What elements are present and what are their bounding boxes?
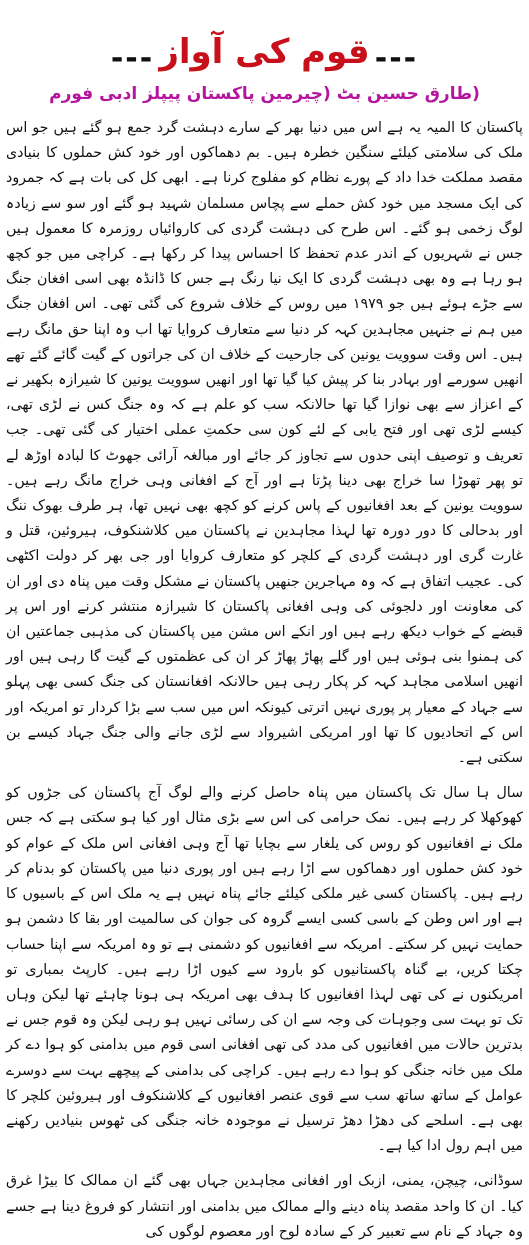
article-paragraph-1: پاکستان کا المیہ یہ ہے اس میں دنیا بھر کے سارے دہشت گرد جمع ہو گئے ہیں جو اس ملک کی سلامتی کیلئے سنگین خطرہ ہیں۔ بم دھماکوں اور خود کش حملوں کا بنیادی مقصد مملکت خدا داد کے پورے نظام کو مفلوج کرنا ہے۔ ابھی کل کی بات ہے کہ جمرود کی ایک مسجد میں خود کش حملے سے پچاس مسلمان شہید ہو گئے اور سو سے زیادہ لوگ زخمی ہو گئے۔ اس طرح کی دہشت گردی کی کاروائیاں روزمرہ کا معمول ہیں جس نے شہریوں کے اندر عدم تحفظ کا احساس پیدا کر رکھا ہے۔ کراچی میں جو کچھ ہو رہا ہے وہ بھی دہشت گردی کا ایک نیا رنگ ہے جس کا ڈانڈہ بھی اسی افغان جنگ سے جڑے ہوئے ہیں جو ۱۹۷۹ میں روس کے خلاف شروع کی گئی تھی۔ اس افغان جنگ میں ہم نے جنہیں مجاہدین کہہ کر دنیا سے متعارف کروایا تھا اب وہ اپنا حق مانگ رہے ہیں۔ اس وقت سوویت یونین کی جارحیت کے خلاف ان کی جراتوں کے گیت گائے گئے تھے انھیں سورمے اور بہادر بنا کر پیش کیا گیا تھا اور انھیں سوویت یونین کا شیرازہ بکھیر نے کے اعزاز سے بھی نوازا گیا تھا حالانکہ سب کو علم ہے کہ وہ جنگ کس نے لڑی تھی، کیسے لڑی تھی اور فتح یابی کے لئے کون سی حکمتِ عملی اختیار کی گئی تھی۔ جب تعریف و توصیف اپنی حدوں سے تجاوز کر جائے اور مبالغہ آرائی جھوٹ کا لبادہ اوڑھ لے تو پھر تھوڑا سا خراج بھی دینا پڑتا ہے اور آج کے افغانی وہی خراج مانگ رہے ہیں۔ سوویت یونین کے بعد افغانیوں کے پاس کرنے کو کچھ بھی نہیں تھا، ہر طرف بھوک ننگ اور بدحالی کا دور دورہ تھا لہذا مجاہدین نے پاکستان میں کلاشنکوف، ہیروئین، قتل و غارت گری اور دہشت گردی کے کلچر کو متعارف کروایا اور جی بھر کر دولت اکٹھی کی۔ عجیب اتفاق ہے کہ وہ مہاجرین جنھیں پاکستان نے مشکل وقت میں پناہ دی اور ان کی معاونت اور دلجوئی کی وہی افغانی پاکستان کا شیرازہ منتشر کرنے اور اس پر قبضے کے خواب دیکھ رہے ہیں اور انکے اس مشن میں پاکستان کی مذہبی جماعتیں ان کی ہمنوا بنی ہوئی ہیں اور گلے پھاڑ پھاڑ کر ان کی عظمتوں کے گیت گا رہی ہیں اور انھیں اسلامی مجاہد کہہ کر پکار رہی ہیں حالانکہ افغانستان کی جنگ کسی بھی پہلو سے جہاد کے معیار پر پوری نہیں اترتی کیونکہ اس میں سب سے بڑا کردار تو امریکہ اور اس کے اتحادیوں کا تھا اور امریکی اشیرواد سے لڑی جانے والی جنگ جہاد کیسے بن سکتی ہے۔ (6, 120, 523, 767)
author-byline: (طارق حسین بٹ (چیرمین پاکستان پیپلز ادبی فورم (49, 84, 480, 104)
page-title: قوم کی آواز (159, 32, 370, 72)
masthead (0, 0, 529, 76)
title-dashes-right: --- (374, 41, 419, 76)
article-paragraph-3: سوڈانی، چیچن، یمنی، ازبک اور افغانی مجاہدین جہاں بھی گئے ان ممالک کا بیڑا غرق کیا۔ ان کا واحد مقصد پناہ دینے والے ممالک میں بدامنی اور انتشار کو فروغ دینا ہے جسے وہ جہاد کے نام سے تعبیر کر کے سادہ لوح اور معصوم لوگوں کی (6, 1173, 523, 1240)
article-body (0, 116, 529, 1245)
title-dashes-left: --- (110, 41, 155, 76)
article-paragraph-2: سال ہا سال تک پاکستان میں پناہ حاصل کرنے والے لوگ آج پاکستان کی جڑوں کو کھوکھلا کر رہے ہیں۔ نمک حرامی کی اس سے بڑی مثال اور کیا ہو سکتی ہے کہ جس ملک نے افغانیوں کو روس کی یلغار سے بچایا تھا آج وہی افغانی اس ملک کے عوام کو خود کش حملوں اور دھماکوں سے اڑا رہے ہیں اور پوری دنیا میں پاکستان کو بدنام کر رہے ہیں۔ پاکستان کسی غیر ملکی کیلئے جائے پناہ نہیں ہے یہ ملک اس کے باسیوں کا ہے اور اس وطن کے باسی کسی ایسے گروہ کی جوان کی سالمیت اور بقا کا دشمن ہو حمایت نہیں کر سکتے۔ امریکہ سے افغانیوں کو دشمنی ہے تو وہ امریکہ سے اپنا حساب چکتا کریں، بے گناہ پاکستانیوں کو بارود سے کیوں اڑا رہے ہیں۔ کارپٹ بمباری تو امریکنوں نے کی تھی لہذا افغانیوں کا ہدف بھی امریکہ ہی ہونا چاہئے تھا لیکن وہاں تک تو بہت سی وجوہات کی وجہ سے ان کی رسائی نہیں ہو رہی لیکن وہ قوم جس نے بدترین حالات میں افغانیوں کی مدد کی تھی افغانی اسی قوم میں بدامنی کو ہوا دے کر ملک میں خانہ جنگی کو ہوا دے رہے ہیں۔ کراچی کی بدامنی کے پیچھے بہت سے دوسرے عوامل کے ساتھ ساتھ سب سے قوی عنصر افغانیوں کے کلاشنکوف اور ہیروئین کلچر کا بھی ہے۔ اسلحے کی دھڑا دھڑ ترسیل نے موجودہ خانہ جنگی کی ٹھوس بنیادیں رکھنے میں اہم رول ادا کیا ہے۔ (6, 785, 523, 1155)
